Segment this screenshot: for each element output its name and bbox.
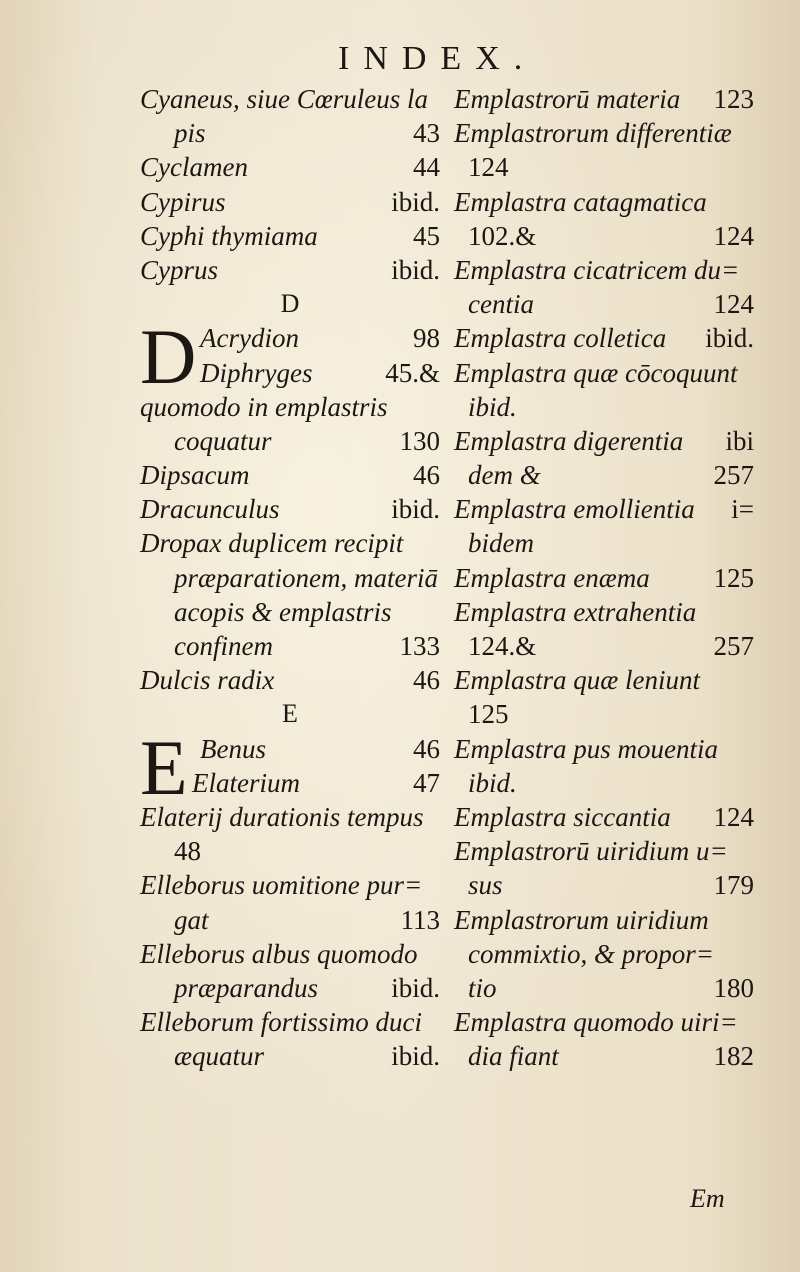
entry-page-ref: 46	[413, 733, 440, 764]
index-entry	[140, 424, 440, 458]
index-entry	[454, 1039, 764, 1073]
entry-term: præparationem, materiā	[174, 562, 439, 593]
index-entry	[140, 492, 440, 526]
index-entry	[140, 766, 440, 800]
entry-page-ref: i=	[731, 494, 754, 525]
index-entry	[454, 116, 764, 150]
entry-page-ref: 133	[399, 631, 440, 661]
entry-term: Elleborus uomitione pur=	[140, 870, 423, 901]
index-entry	[140, 458, 440, 492]
index-entry	[140, 1039, 440, 1073]
index-entry	[140, 629, 440, 663]
entry-term: Cyclamen	[140, 152, 248, 183]
entry-page-ref: 180	[713, 972, 754, 1003]
entry-term: 124	[468, 152, 509, 183]
entry-page-ref: ibid.	[391, 186, 440, 217]
entry-term: bidem	[468, 528, 534, 559]
index-entry	[454, 287, 764, 321]
entry-page-ref: 43	[413, 118, 440, 149]
entry-term: Elleborus albus quomodo	[140, 938, 418, 969]
index-entry	[140, 971, 440, 1005]
index-entry	[454, 458, 764, 492]
index-entry	[140, 219, 440, 253]
catchword: Em	[690, 1184, 725, 1213]
entry-term: Dulcis radix	[140, 665, 275, 696]
entry-term: 124.&	[468, 631, 537, 661]
entry-term: dem &	[468, 460, 541, 491]
entry-term: ibid.	[468, 767, 517, 798]
entry-term: Dipsacum	[140, 460, 250, 491]
entry-term: acopis & emplastris	[174, 596, 392, 627]
entry-term: Emplastra enæma	[454, 562, 650, 593]
entry-page-ref: 125	[713, 562, 754, 593]
index-entry	[454, 321, 764, 355]
entry-term: coquatur	[174, 425, 272, 456]
entry-page-ref: 45	[413, 220, 440, 251]
index-entry	[454, 253, 764, 287]
entry-term: dia fiant	[468, 1041, 559, 1072]
section-letter-text: D	[280, 289, 300, 319]
index-entry	[454, 356, 764, 390]
entry-term: Emplastra quomodo uiri=	[454, 1007, 738, 1038]
entry-page-ref: 113	[400, 904, 440, 935]
entry-term: Emplastra digerentia	[454, 425, 684, 456]
entry-page-ref: 124	[713, 220, 754, 251]
entry-page-ref: 123	[713, 84, 754, 114]
drop-cap: E	[140, 723, 188, 811]
index-entry	[454, 663, 764, 697]
index-entry	[454, 492, 764, 526]
index-entry	[140, 868, 440, 902]
entry-term: Elleborum fortissimo duci	[140, 1007, 422, 1038]
entry-term: Emplastra siccantia	[454, 801, 671, 832]
entry-term: Benus	[200, 733, 266, 764]
entry-term: Emplastra extrahentia	[454, 596, 697, 627]
entry-term: Cyaneus, siue Cœruleus la	[140, 84, 428, 114]
index-entry	[140, 800, 440, 834]
entry-term: centia	[468, 289, 534, 320]
entry-page-ref: ibid.	[391, 972, 440, 1003]
entry-term: tio	[468, 972, 497, 1003]
index-entry	[140, 663, 440, 697]
entry-term: 125	[468, 699, 509, 730]
entry-term: 48	[174, 836, 201, 867]
entry-term: ibid.	[468, 391, 517, 422]
entry-term: commixtio, & propor=	[468, 938, 714, 969]
entry-term: Emplastrorum uiridium	[454, 904, 709, 935]
entry-page-ref: 46	[413, 460, 440, 491]
entry-term: Emplastrorum differentiæ	[454, 118, 732, 149]
index-entry	[454, 800, 764, 834]
index-entry	[454, 150, 764, 184]
entry-term: Emplastra colletica	[454, 323, 667, 354]
entry-term: Emplastra quæ cōcoquunt	[454, 357, 738, 388]
entry-term: Emplastra catagmatica	[454, 186, 707, 217]
entry-term: Dracunculus	[140, 494, 280, 525]
index-entry	[140, 903, 440, 937]
entry-page-ref: ibi	[725, 425, 754, 456]
entry-term: Cyprus	[140, 254, 219, 285]
entry-page-ref: 46	[413, 665, 440, 696]
index-entry	[454, 697, 764, 731]
index-entry	[454, 937, 764, 971]
entry-page-ref: 124	[713, 801, 754, 832]
entry-page-ref: 257	[713, 631, 754, 661]
index-entry	[140, 937, 440, 971]
index-entry	[140, 390, 440, 424]
entry-term: Emplastrorū materia	[454, 84, 681, 114]
entry-term: Cypirus	[140, 186, 226, 217]
entry-term: confinem	[174, 631, 273, 661]
index-entry	[454, 903, 764, 937]
index-entry	[140, 116, 440, 150]
index-entry	[140, 526, 440, 560]
index-entry	[140, 834, 440, 868]
entry-page-ref: 182	[713, 1041, 754, 1072]
index-entry	[454, 629, 764, 663]
index-entry	[454, 766, 764, 800]
index-entry	[454, 732, 764, 766]
index-entry	[454, 561, 764, 595]
entry-term: Emplastra pus mouentia	[454, 733, 719, 764]
entry-page-ref: 257	[713, 460, 754, 491]
index-entry	[454, 595, 764, 629]
entry-term: gat	[174, 904, 209, 935]
entry-term: Acrydion	[200, 323, 299, 354]
entry-page-ref: ibid.	[391, 254, 440, 285]
entry-term: quomodo in emplastris	[140, 391, 388, 422]
entry-page-ref: 45.&	[385, 357, 440, 388]
index-entry	[454, 185, 764, 219]
index-entry	[454, 390, 764, 424]
entry-term: præparandus	[174, 972, 319, 1003]
index-entry	[454, 424, 764, 458]
entry-term: Dropax duplicem recipit	[140, 528, 404, 559]
entry-page-ref: 179	[713, 870, 754, 901]
entry-page-ref: ibid.	[391, 494, 440, 525]
drop-cap: D	[140, 313, 197, 401]
entry-term: Emplastra emollientia	[454, 494, 695, 525]
entry-page-ref: 44	[413, 152, 440, 183]
entry-term: Emplastrorū uiridium u=	[454, 836, 728, 867]
index-entry	[454, 868, 764, 902]
index-column-left	[140, 82, 440, 1073]
entry-page-ref: ibid.	[391, 1041, 440, 1072]
index-entry	[454, 219, 764, 253]
entry-term: Diphryges	[200, 357, 313, 388]
index-entry	[140, 1005, 440, 1039]
entry-term: 102.&	[468, 220, 537, 251]
entry-term: pis	[174, 118, 206, 149]
entry-page-ref: 124	[713, 289, 754, 320]
index-entry	[140, 595, 440, 629]
entry-term: Elaterium	[192, 767, 300, 798]
index-entry	[454, 834, 764, 868]
entry-page-ref: ibid.	[705, 323, 754, 354]
index-entry	[140, 356, 440, 390]
index-entry	[454, 971, 764, 1005]
index-entry	[454, 82, 764, 116]
index-entry	[454, 526, 764, 560]
entry-term: sus	[468, 870, 503, 901]
index-entry	[454, 1005, 764, 1039]
entry-term: Elaterij durationis tempus	[140, 801, 424, 832]
index-entry	[140, 185, 440, 219]
entry-term: Cyphi thymiama	[140, 220, 318, 251]
index-column-right	[454, 82, 764, 1073]
entry-term: Emplastra cicatricem du=	[454, 254, 740, 285]
entry-page-ref: 47	[413, 767, 440, 798]
section-letter-text: E	[282, 699, 298, 729]
entry-page-ref: 98	[413, 323, 440, 354]
running-header: INDEX.	[338, 40, 537, 77]
index-entry	[140, 82, 440, 116]
entry-term: æquatur	[174, 1041, 265, 1072]
index-entry	[140, 150, 440, 184]
index-entry	[140, 561, 440, 595]
index-entry	[140, 253, 440, 287]
entry-page-ref: 130	[399, 425, 440, 456]
entry-term: Emplastra quæ leniunt	[454, 665, 701, 696]
